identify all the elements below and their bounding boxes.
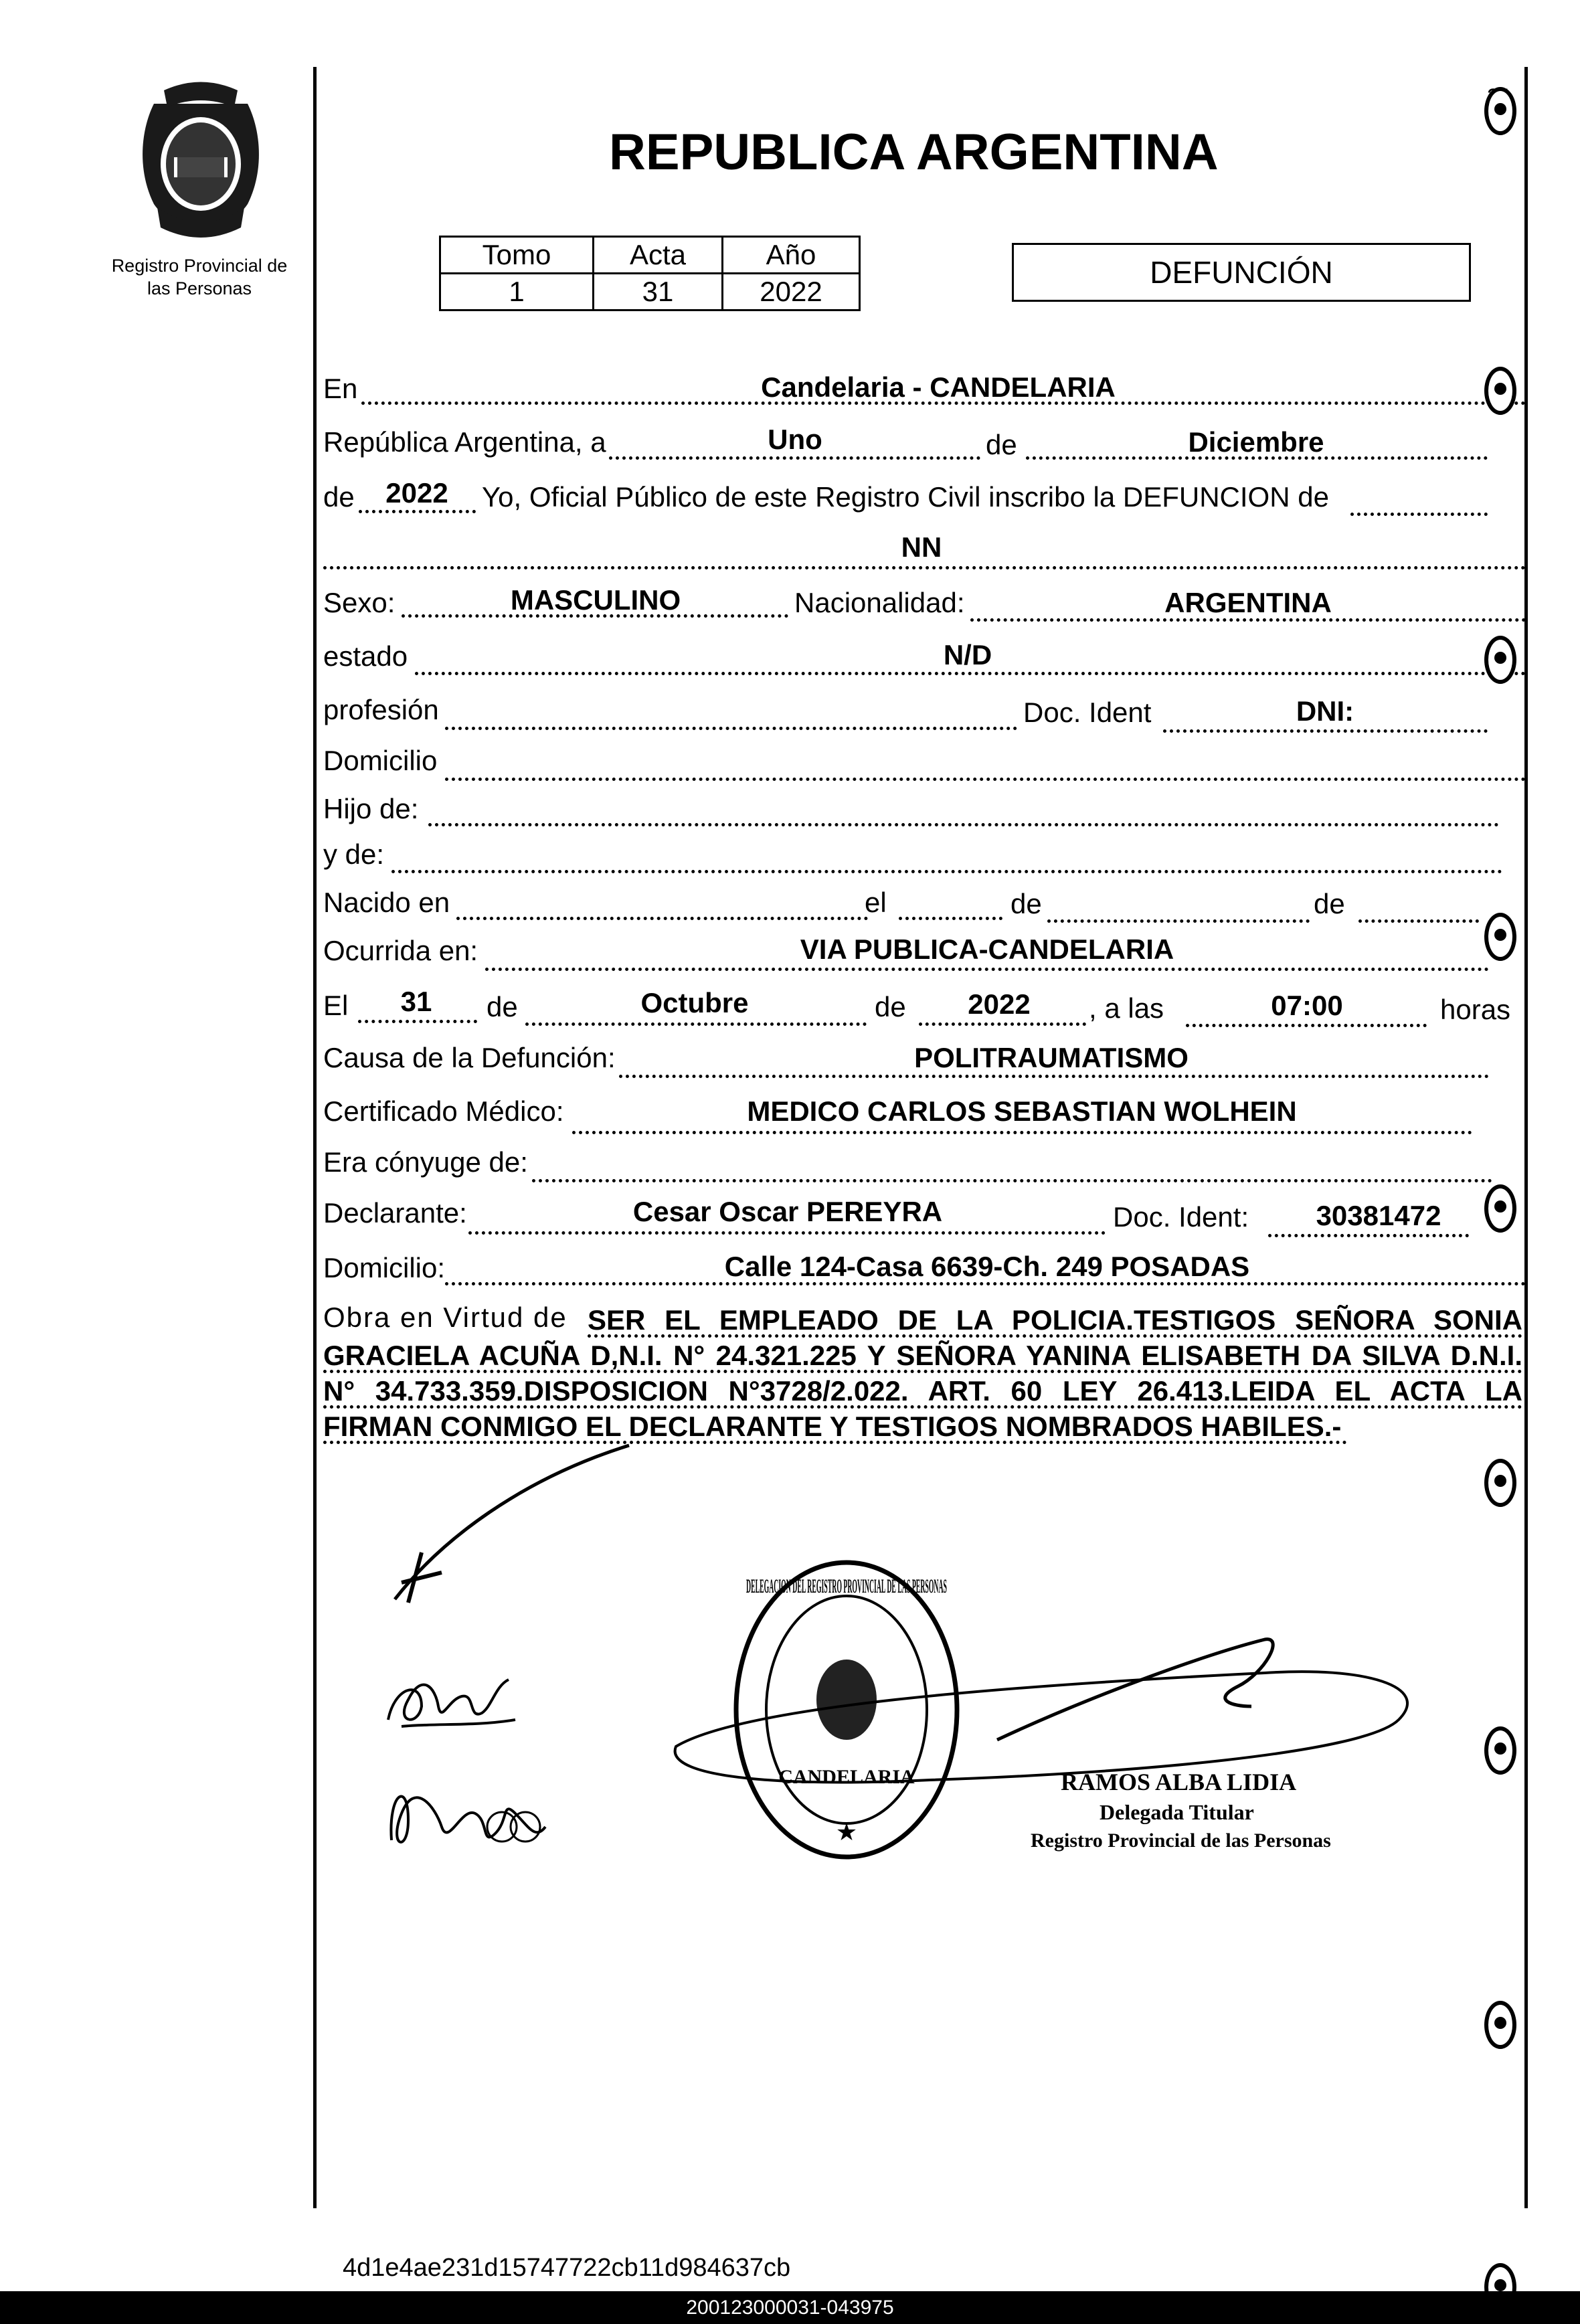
witness-signature-2 [381,1767,555,1867]
left-margin-rule [313,67,317,2208]
line-nacido-en [456,917,868,920]
line-dia-def [358,1020,477,1023]
line-hijo-de [428,823,1499,826]
line-certificado [572,1131,1472,1134]
field-nombre: NN [901,531,942,563]
field-declarante: Cesar Oscar PEREYRA [632,1196,943,1227]
label-ocurrida-en: Ocurrida en: [323,935,478,966]
label-el: El [323,990,349,1021]
field-hora-def: 07:00 [1271,990,1343,1021]
field-causa: POLITRAUMATISMO [914,1042,1189,1073]
label-sexo: Sexo: [323,587,396,618]
footer-bar [0,2291,1580,2324]
label-de-3: de [1011,888,1042,919]
field-anio-def: 2022 [968,988,1031,1020]
field-estado: N/D [943,639,992,671]
line-anio [359,510,476,513]
label-de-6: de [875,991,906,1022]
binder-hole-1 [1484,87,1516,135]
binder-hole-4 [1484,913,1516,961]
line-y-de [391,870,1502,873]
record-header-tomo: Tomo [440,237,594,274]
registry-label [92,254,306,300]
record-table [439,236,861,311]
label-profesion: profesión [323,694,439,725]
obra-line-2: GRACIELA ACUÑA D,N.I. N° 24.321.225 Y SEÑORA YANINA ELISABETH DA SILVA D.N.I. [323,1338,1522,1373]
line-nacionalidad [970,618,1526,622]
binder-hole-8 [1484,2001,1516,2049]
witness-signature-1 [381,1660,529,1740]
field-anio: 2022 [385,477,448,509]
label-hijo-de: Hijo de: [323,793,419,824]
line-hora-def [1186,1024,1427,1027]
label-certificado: Certificado Médico: [323,1095,564,1127]
record-header-anio: Año [723,237,860,274]
label-obra: Obra en Virtud de [323,1302,567,1333]
declarant-signature [388,1439,656,1613]
document-type: DEFUNCIÓN [1150,255,1333,290]
signatory-name: RAMOS ALBA LIDIA [1061,1769,1297,1795]
field-dia-def: 31 [400,986,432,1017]
document-type-box [1012,243,1471,302]
label-conyuge: Era cónyuge de: [323,1146,528,1178]
obra-text [323,1302,1522,1444]
line-nacido-anio [1358,919,1479,923]
stamp-ring-text: DELEGACION DEL REGISTRO PROVINCIAL DE LAS PERSONAS [746,1575,947,1597]
obra-line-3: N° 34.733.359.DISPOSICION N°3728/2.022. ART. 60 LEY 26.413.LEIDA EL ACTA LA [323,1373,1522,1409]
line-nombre [323,566,1526,569]
record-value-acta: 31 [594,274,723,310]
label-a-las: , a las [1089,992,1164,1024]
label-nacionalidad: Nacionalidad: [794,587,965,618]
registry-label-line1: Registro Provincial de [111,256,288,276]
field-mes: Diciembre [1188,426,1324,458]
line-estado [415,672,1526,675]
field-certificado: MEDICO CARLOS SEBASTIAN WOLHEIN [747,1095,1297,1127]
label-de-5: de [487,991,518,1022]
binder-hole-5 [1484,1184,1516,1233]
line-declarante-doc [1268,1234,1469,1237]
field-mes-def: Octubre [640,987,749,1018]
label-yo-oficial: Yo, Oficial Público de este Registro Civil inscribo la DEFUNCION de [482,481,1329,513]
registry-label-line2: las Personas [147,278,252,298]
label-de-2: de [323,481,355,513]
record-value-anio: 2022 [723,274,860,310]
label-en: En [323,373,358,404]
svg-text:★: ★ [835,1819,858,1846]
line-profesion [445,727,1017,730]
official-signature [663,1626,1432,1800]
record-value-tomo: 1 [440,274,594,310]
line-anio-def [919,1022,1086,1026]
line-nacido-mes [1047,919,1310,923]
field-sexo: MASCULINO [510,584,681,616]
label-nacido-en: Nacido en [323,887,450,918]
binder-hole-7 [1484,1726,1516,1775]
label-el-lower: el [865,887,887,918]
stamp-center-text: CANDELARIA [778,1766,915,1788]
footer-code: 200123000031-043975 [686,2296,894,2319]
label-declarante: Declarante: [323,1197,467,1229]
label-doc-ident: Doc. Ident [1023,697,1152,728]
binder-hole-6 [1484,1459,1516,1507]
field-declarante-domicilio: Calle 124-Casa 6639-Ch. 249 POSADAS [724,1251,1250,1282]
label-estado: estado [323,640,408,672]
line-nacido-dia [899,917,1002,920]
record-header-acta: Acta [594,237,723,274]
label-republica: República Argentina, a [323,426,606,458]
label-de-1: de [986,429,1017,460]
field-ocurrida-en: VIA PUBLICA-CANDELARIA [800,933,1174,965]
line-conyuge [532,1179,1492,1182]
label-y-de: y de: [323,838,385,870]
document-hash: 4d1e4ae231d15747722cb11d984637cb [343,2254,791,2282]
field-lugar: Candelaria - CANDELARIA [761,371,1116,403]
field-declarante-doc: 30381472 [1316,1200,1441,1231]
field-doc-tipo: DNI: [1296,695,1354,727]
line-mes-def [525,1022,867,1026]
province-seal-logo [127,77,274,244]
label-de-4: de [1314,888,1345,919]
binder-hole-2 [1484,367,1516,415]
line-causa [619,1075,1489,1078]
obra-line-1: SER EL EMPLEADO DE LA POLICIA.TESTIGOS SEÑORA SONIA [588,1302,1522,1338]
right-margin-rule [1524,67,1528,2208]
line-domicilio [445,778,1526,781]
line-ocurrida-en [485,968,1489,971]
signatory-role: Delegada Titular [1100,1800,1254,1824]
line-domicilio-2 [445,1282,1526,1285]
label-domicilio: Domicilio [323,745,438,776]
field-dia-texto: Uno [768,424,822,455]
line-doc-ident [1163,729,1488,733]
document-title: REPUBLICA ARGENTINA [609,124,1219,181]
line-dia [609,456,980,460]
label-doc-ident-2: Doc. Ident: [1113,1201,1249,1233]
label-causa: Causa de la Defunción: [323,1042,616,1073]
label-domicilio-2: Domicilio: [323,1252,446,1283]
binder-hole-3 [1484,636,1516,684]
line-declarante [468,1231,1106,1235]
obra-line-4: FIRMAN CONMIGO EL DECLARANTE Y TESTIGOS NOMBRADOS HABILES.- [323,1409,1347,1444]
line-yo-end [1350,513,1488,516]
signatory-office: Registro Provincial de las Personas [1031,1829,1331,1852]
label-horas: horas [1440,994,1511,1025]
field-nacionalidad: ARGENTINA [1164,587,1332,618]
